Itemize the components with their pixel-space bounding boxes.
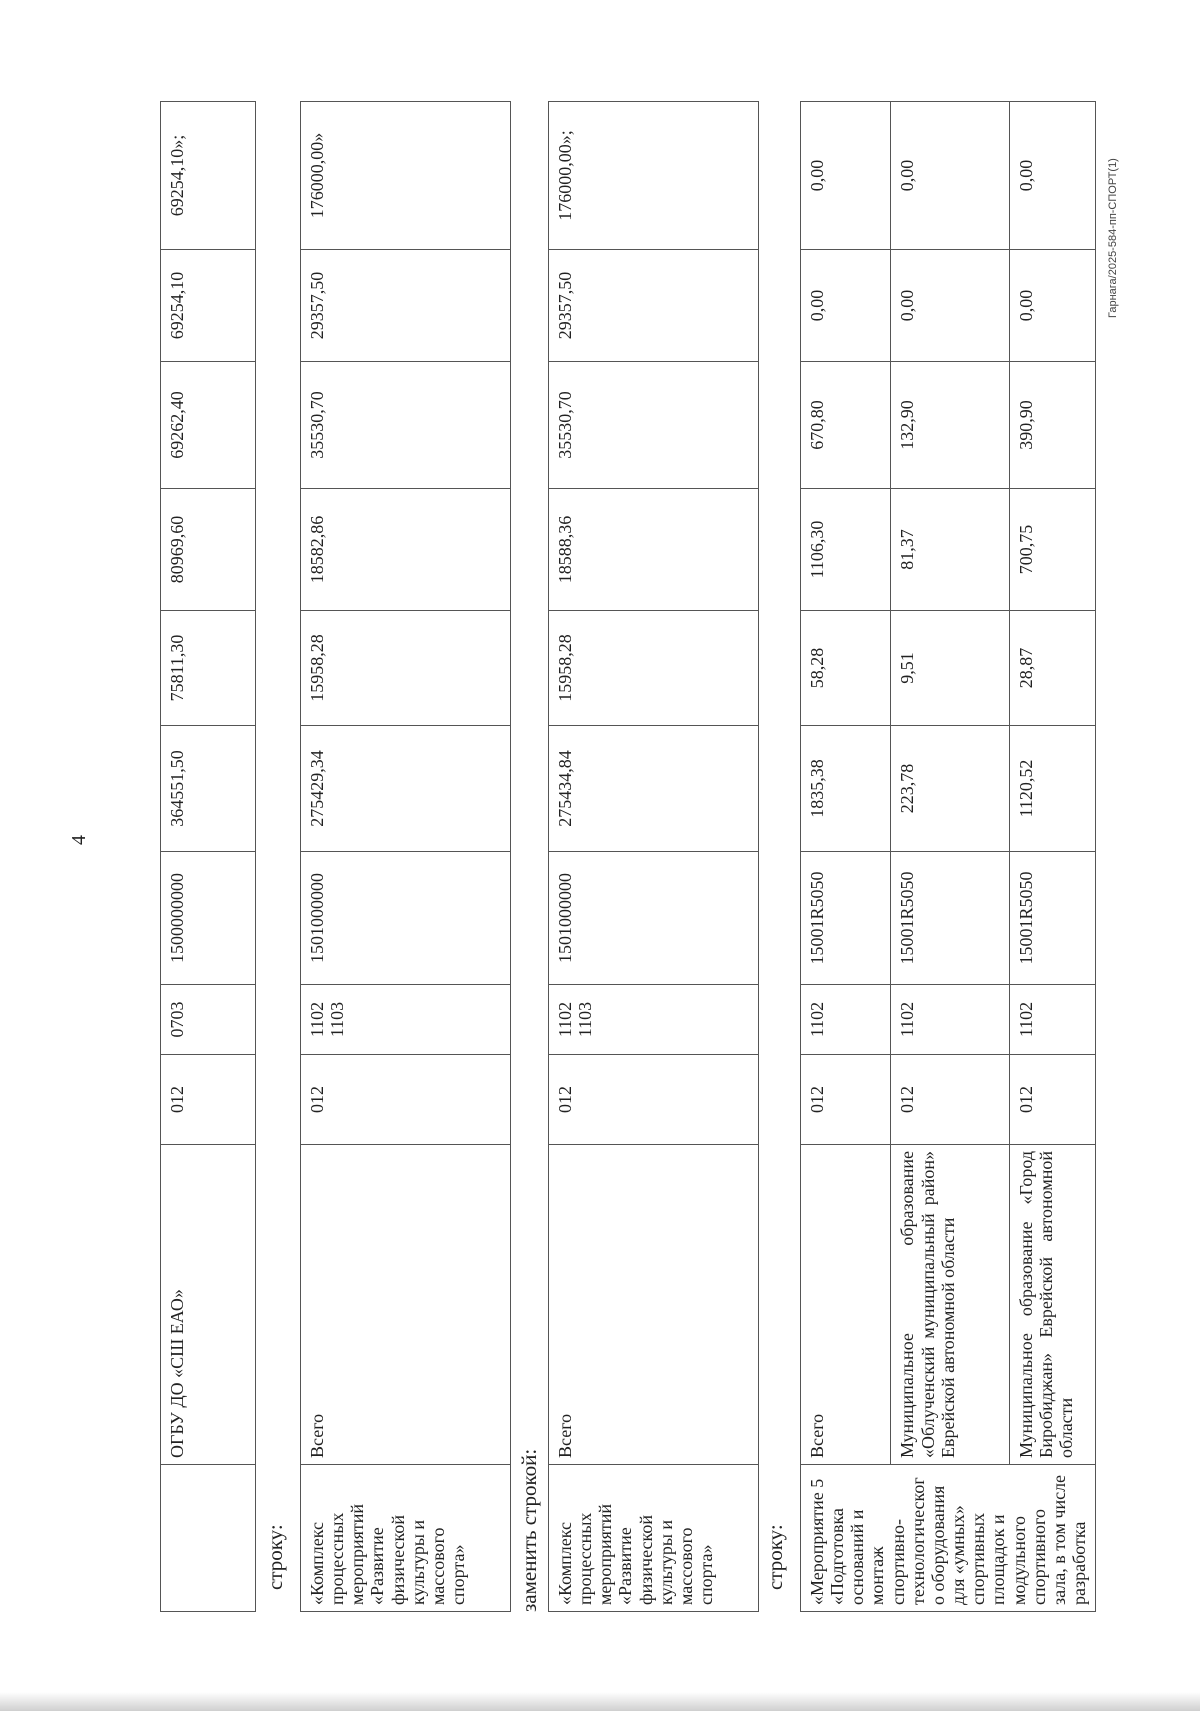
- scan-edge: [0, 1692, 1200, 1711]
- cell-y5: 0,00: [891, 102, 1009, 250]
- label-stroku-1: строку:: [263, 1524, 287, 1590]
- cell-y5: 0,00: [1009, 102, 1095, 250]
- cell-y2: 18588,36: [549, 489, 759, 611]
- cell-y4: 0,00: [891, 250, 1009, 362]
- document-code: Гарнага/2025-584-пп-СПОРТ(1): [1107, 158, 1119, 318]
- cell-y1: 75811,30: [161, 611, 256, 726]
- cell-grbs: 012: [801, 1055, 891, 1145]
- cell-csr: 1501000000: [549, 852, 759, 985]
- cell-rzpr: 1102: [1009, 985, 1095, 1055]
- table-row: [161, 102, 256, 1612]
- table-row: [1009, 102, 1095, 1612]
- cell-y3: 390,90: [1009, 362, 1095, 489]
- cell-y1: 15958,28: [301, 611, 511, 726]
- cell-y1: 15958,28: [549, 611, 759, 726]
- cell-y2: 80969,60: [161, 489, 256, 611]
- cell-y3: 670,80: [801, 362, 891, 489]
- table-row: [301, 102, 511, 1612]
- cell-y4: 0,00: [801, 250, 891, 362]
- rotated-page-content: [160, 102, 1160, 1612]
- cell-name: [161, 1465, 256, 1612]
- cell-y4: 29357,50: [301, 250, 511, 362]
- cell-total: 364551,50: [161, 726, 256, 852]
- cell-total: 275434,84: [549, 726, 759, 852]
- cell-y2: 700,75: [1009, 489, 1095, 611]
- cell-source: Муниципальное образование «Облученский муниципальный район» Еврейской автономной области: [891, 1145, 1009, 1465]
- table-row: [801, 102, 891, 1612]
- cell-csr: 1500000000: [161, 852, 256, 985]
- cell-y2: 18582,86: [301, 489, 511, 611]
- cell-total: 1835,38: [801, 726, 891, 852]
- cell-rzpr: 1102 1103: [549, 985, 759, 1055]
- cell-grbs: 012: [301, 1055, 511, 1145]
- cell-y1: 9,51: [891, 611, 1009, 726]
- cell-source: Всего: [801, 1145, 891, 1465]
- label-zamenit-strokoi: заменить строкой:: [517, 1448, 541, 1612]
- table-row: [549, 102, 759, 1612]
- table-org-row: [160, 101, 256, 1612]
- cell-csr: 15001R5050: [891, 852, 1009, 985]
- cell-y2: 1106,30: [801, 489, 891, 611]
- cell-source: Всего: [301, 1145, 511, 1465]
- cell-grbs: 012: [891, 1055, 1009, 1145]
- table-old-row: [300, 101, 511, 1612]
- cell-rzpr: 1102 1103: [301, 985, 511, 1055]
- cell-y5: 176000,00»: [301, 102, 511, 250]
- cell-total: 223,78: [891, 726, 1009, 852]
- cell-grbs: 012: [549, 1055, 759, 1145]
- cell-y3: 35530,70: [301, 362, 511, 489]
- cell-y5: 69254,10»;: [161, 102, 256, 250]
- table-row: [891, 102, 1009, 1612]
- table-new-row: [548, 101, 759, 1612]
- cell-source: Муниципальное образование «Город Биробиджан» Еврейской автономной области: [1009, 1145, 1095, 1465]
- page-number: 4: [68, 835, 90, 845]
- cell-y1: 28,87: [1009, 611, 1095, 726]
- label-stroku-2: строку:: [763, 1524, 787, 1590]
- cell-y3: 69262,40: [161, 362, 256, 489]
- cell-csr: 15001R5050: [801, 852, 891, 985]
- cell-y3: 132,90: [891, 362, 1009, 489]
- cell-rzpr: 0703: [161, 985, 256, 1055]
- cell-rzpr: 1102: [891, 985, 1009, 1055]
- cell-y4: 29357,50: [549, 250, 759, 362]
- cell-y2: 81,37: [891, 489, 1009, 611]
- cell-y5: 176000,00»;: [549, 102, 759, 250]
- cell-csr: 1501000000: [301, 852, 511, 985]
- cell-name: «Комплекс процессных мероприятий «Развитие физической культуры и массового спорта»: [549, 1465, 759, 1612]
- cell-total: 275429,34: [301, 726, 511, 852]
- table-event-5: [800, 101, 1096, 1612]
- cell-y1: 58,28: [801, 611, 891, 726]
- cell-event-name: «Мероприятие 5 «Подготовка оснований и монтаж спортивно-технологического оборудования для «умных» спортивных площадок и модульного спортивного зала, в том числе разработка: [801, 1465, 1096, 1612]
- cell-source: ОГБУ ДО «СШ ЕАО»: [161, 1145, 256, 1465]
- cell-grbs: 012: [161, 1055, 256, 1145]
- cell-source: Всего: [549, 1145, 759, 1465]
- cell-grbs: 012: [1009, 1055, 1095, 1145]
- cell-rzpr: 1102: [801, 985, 891, 1055]
- cell-y5: 0,00: [801, 102, 891, 250]
- cell-name: «Комплекс процессных мероприятий «Развитие физической культуры и массового спорта»: [301, 1465, 511, 1612]
- cell-y4: 0,00: [1009, 250, 1095, 362]
- cell-total: 1120,52: [1009, 726, 1095, 852]
- cell-y4: 69254,10: [161, 250, 256, 362]
- cell-y3: 35530,70: [549, 362, 759, 489]
- cell-csr: 15001R5050: [1009, 852, 1095, 985]
